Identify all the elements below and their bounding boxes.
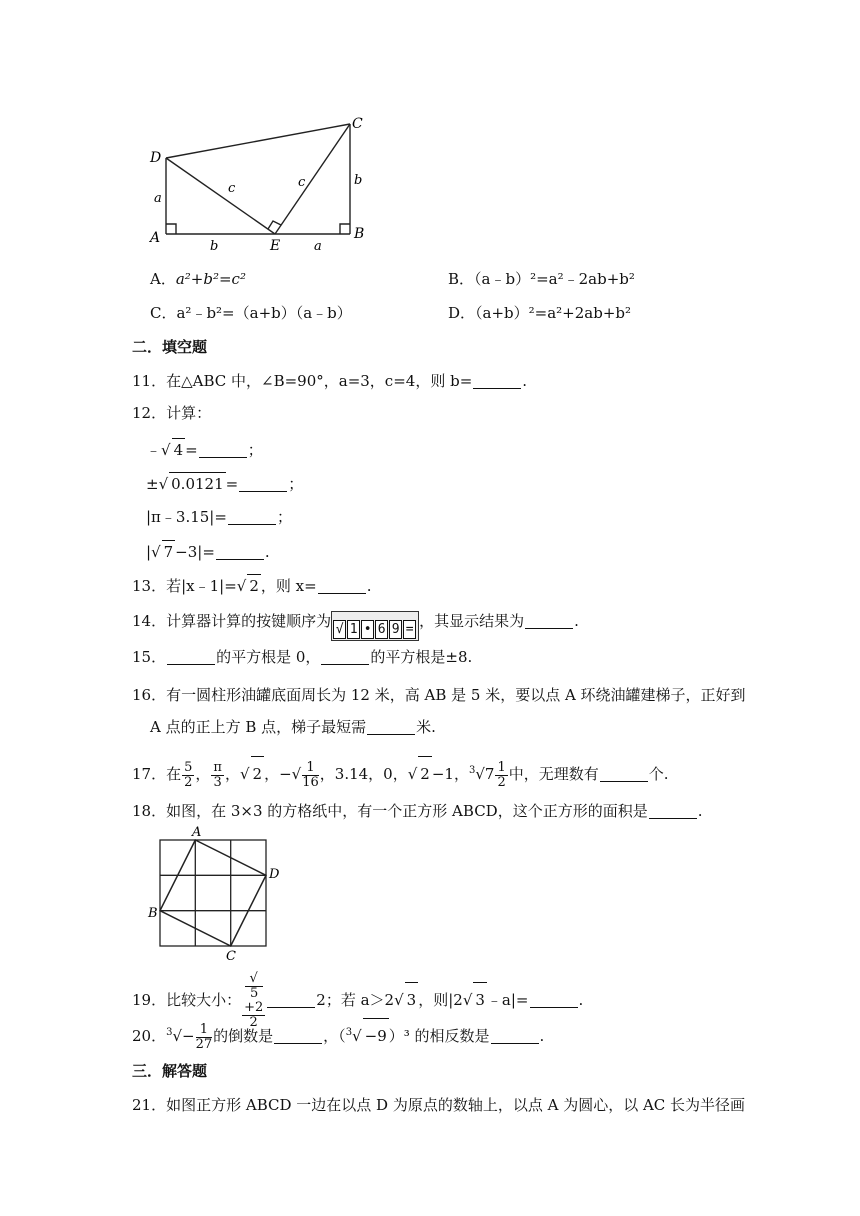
q19-blank-1[interactable] [267,993,315,1008]
option-a [150,268,246,290]
q20-number: 20． [132,1027,167,1045]
q16-end: 米. [416,718,436,736]
option-b-text: （a﹣b）²=a²﹣2ab+b² [474,270,635,288]
q13-text: 若|x﹣1|= [166,577,237,595]
q16-number: 16． [132,686,167,704]
q20-mid3: ）³ 的相反数是 [388,1027,490,1045]
q17-frac-1-16: $\frac{1}{16}$ [302,759,319,790]
label-B: B [354,226,365,242]
key-9: 9 [389,620,402,639]
label-a-left: a [154,191,162,206]
q20-mid: 的倒数是 [213,1027,274,1045]
q19-end: . [578,991,584,1009]
q12-l2-blank[interactable] [239,477,287,492]
q16-text-1: 有一圆柱形油罐底面周长为 12 米，高 AB 是 5 米，要以点 A 环绕油罐建梯子，正好到 [166,686,746,704]
q11-number: 11． [132,372,167,390]
q12-l4-mid: −3|= [175,543,215,561]
q11-blank[interactable] [473,374,521,389]
q21-number: 21． [132,1096,167,1114]
q17-number: 17． [132,765,167,783]
q20-cube-index: 3 [166,1027,173,1038]
q19-mid3: ﹣a|= [486,991,529,1009]
q13-mid: ，则 x= [260,577,317,595]
q16-blank[interactable] [367,720,415,735]
question-16-line-1 [132,684,746,706]
q12-l4-radicand: 7 [162,540,176,563]
q13-number: 13． [132,577,167,595]
q12-line-1: ﹣√ 4 = ； [146,438,263,461]
q19-blank-2[interactable] [530,993,578,1008]
q17-frac-1-2: $\frac{1}{2}$ [497,759,506,790]
q17-sqrt-2b: 2 [418,756,432,791]
q12-l2-eq: = [225,475,239,493]
q19-mid2: ，则|2 [418,991,463,1009]
key-1: 1 [347,620,360,639]
option-c-text: a²﹣b²=（a+b）（a﹣b） [176,304,352,322]
q20-blank-1[interactable] [274,1029,322,1044]
q17-mid: 中，无理数有 [508,765,599,783]
question-21 [132,1094,745,1116]
section-solutions: 三．解答题 [132,1062,208,1080]
label-D: D [150,150,162,166]
label-c-ec: c [298,175,306,190]
q12-l1-end: ； [247,441,263,459]
q20-mid2: ，（ [323,1027,346,1045]
q12-l2-end: ； [288,475,304,493]
q20-fraction: $\frac{1}{27}$ [195,1021,213,1052]
q17-pre: 在 [166,765,182,783]
grid-label-C: C [226,949,236,962]
q17-cube-index: 3 [468,765,476,776]
q14-end: . [574,612,579,630]
q12-l1-blank[interactable] [199,443,247,458]
q12-line-3 [146,506,292,528]
section-fill-in: 二．填空题 [132,338,208,356]
q17-frac-5-2: $\frac{5}{2}$ [184,759,193,790]
q16-text-2: A 点的正上方 B 点，梯子最短需 [150,718,367,736]
q14-blank[interactable] [525,614,573,629]
q12-l4-blank[interactable] [216,545,264,560]
q11-end: . [522,372,528,390]
label-a-bottom: a [314,239,322,252]
label-E: E [270,238,281,252]
q14-number: 14． [132,612,167,630]
question-12 [132,402,211,424]
q12-l3-text: |π﹣3.15|= [146,508,227,526]
q20-end: . [539,1027,545,1045]
key-dot: • [361,620,374,639]
option-c [150,302,352,324]
q19-sqrt-3b: 3 [473,982,487,1017]
option-b-letter: B． [448,270,475,288]
q12-l1-sign: ﹣ [146,441,162,459]
option-d-text: （a+b）²=a²+2ab+b² [475,304,632,322]
key-sqrt: √ [333,620,346,639]
q19-sqrt-3: 3 [405,982,419,1017]
q17-end: 个. [648,765,669,783]
q20-blank-2[interactable] [491,1029,539,1044]
q12-l1-radicand: 4 [172,438,186,461]
q15-number: 15． [132,648,167,666]
label-A: A [150,230,161,246]
q12-l1-eq: = [185,441,198,459]
question-18 [132,800,702,822]
key-6: 6 [375,620,388,639]
grid-label-A: A [192,825,202,840]
q12-l3-end: ； [276,508,292,526]
q15-mid: 的平方根是 0， [216,648,321,666]
label-c-de: c [228,181,236,196]
q13-blank[interactable] [318,579,366,594]
q18-number: 18． [132,802,167,820]
q17-sqrt-2: 2 [251,756,265,791]
option-a-text: a²+b²=c² [175,270,246,288]
label-C: C [352,116,363,132]
label-b-bottom: b [210,239,219,252]
question-14 [132,610,579,641]
q20-radicand: −9 [363,1018,389,1053]
q19-number: 19． [132,991,167,1009]
option-b [448,268,635,290]
q12-l4-bar: | [146,543,152,561]
q17-mixed-whole: 7 [484,765,495,783]
q12-l2-radicand: 0.0121 [169,472,226,495]
q18-blank[interactable] [649,804,697,819]
option-d-letter: D． [448,304,476,322]
q20-cube-index-2: 3 [345,1027,353,1038]
q14-mid: ，其显示结果为 [419,612,525,630]
option-d [448,302,631,324]
q13-radicand: 2 [247,574,261,597]
q18-text: 如图，在 3×3 的方格纸中，有一个正方形 ABCD，这个正方形的面积是 [166,802,648,820]
q19-pre: 比较大小： [166,991,242,1009]
question-13: 13．若|x﹣1|=√ 2 ，则 x= . [132,574,371,597]
q15-blank-2[interactable] [321,650,369,665]
option-c-letter: C． [150,304,177,322]
figure-right-triangles [148,112,378,252]
question-20: 20．$^3$√− $\frac{1}{27}$ 的倒数是 ，（$^3$√ −9 ）³ 的相反数是 . [132,1016,544,1053]
grid-label-B: B [148,906,158,921]
question-16-line-2 [150,716,436,738]
key-equals: = [403,620,416,639]
q11-text: 在△ABC 中，∠B=90°，a=3，c=4，则 b= [166,372,473,390]
q14-text: 计算器计算的按键顺序为 [166,612,332,630]
q17-blank[interactable] [600,767,648,782]
q15-blank-1[interactable] [167,650,215,665]
q15-end: 的平方根是±8. [370,648,473,666]
q13-end: . [366,577,372,595]
q12-title: 计算： [166,404,212,422]
question-17: 17．在 $\frac{5}{2}$ ， $\frac{\pi}{3}$ ，√ 2 ，−√ $\frac{1}{16}$ ，3.14，0，√ 2 −1，$^3$√7 $\frac{1}{2}$ 中，无理数有 个. [132,754,669,791]
question-19: 19．比较大小： √ 5 +2 2 2；若 a＞2√ 3 ，则|2√ 3 ﹣a|= . [132,971,584,1030]
q17-list: 3.14，0， [334,765,408,783]
q17-frac-pi-3: $\frac{\pi}{3}$ [213,759,222,790]
q12-l4-end: . [264,543,270,561]
q21-text: 如图正方形 ABCD 一边在以点 D 为原点的数轴上，以点 A 为圆心，以 AC 长为半径画 [166,1096,746,1114]
q12-l2-sign: ± [146,475,159,493]
q12-l3-blank[interactable] [228,510,276,525]
q19-fraction: √ 5 +2 2 [244,971,264,1030]
label-b-right: b [354,173,363,188]
option-a-letter: A． [150,270,176,288]
q12-line-4: |√ 7 −3|= . [146,540,270,563]
q19-mid: 2；若 a＞2 [316,991,395,1009]
question-11 [132,370,527,392]
question-15 [132,646,472,668]
q12-number: 12． [132,404,167,422]
q18-end: . [697,802,703,820]
calculator-keys [331,611,419,641]
q12-line-2: ±√ 0.0121 = ； [146,472,303,495]
figure-grid-square [146,822,286,962]
q17-minus-1: −1， [431,765,469,783]
grid-label-D: D [269,867,280,882]
